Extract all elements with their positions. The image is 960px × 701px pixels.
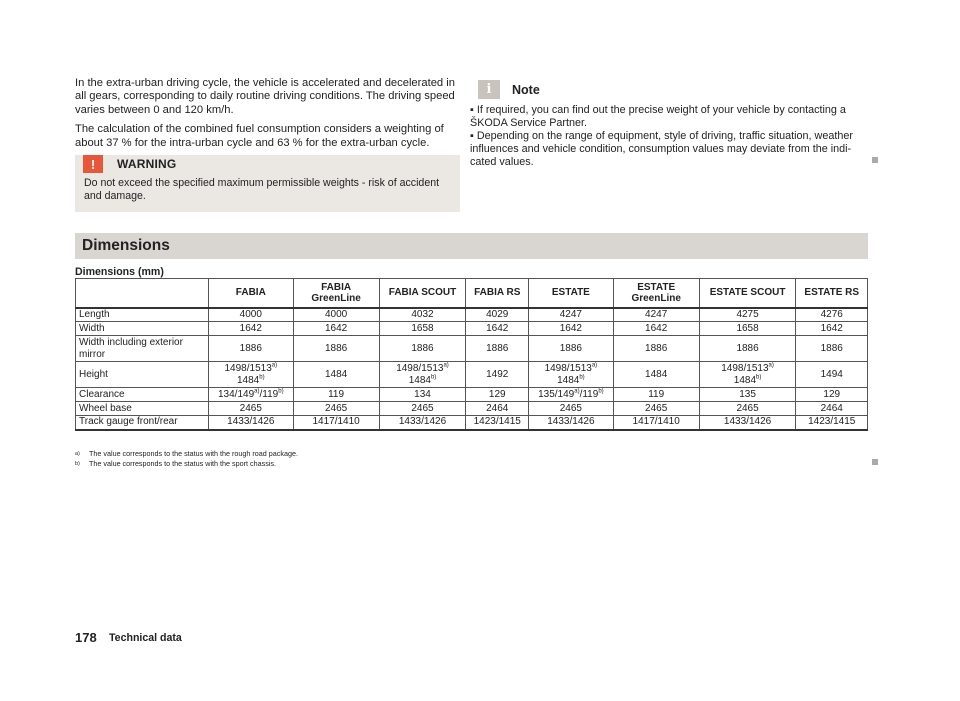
table-cell: 1484: [613, 362, 699, 388]
row-label: Height: [76, 362, 209, 388]
table-cell: 4276: [796, 308, 868, 322]
paragraph-combined: The calculation of the combined fuel consumption considers a weighting of about 37 % for the intra-urban cycle and 63 % for the extra-urban cycle.: [75, 123, 444, 149]
table-header-cell: ESTATE SCOUT: [699, 279, 796, 308]
height-value: 1484: [557, 374, 580, 386]
row-label: Wheel base: [76, 402, 209, 416]
table-cell: [699, 362, 796, 388]
note-header: [470, 80, 540, 99]
table-row: [76, 322, 868, 336]
table-cell: 4247: [529, 308, 614, 322]
section-end-mark: [872, 459, 878, 465]
table-cell: 1886: [466, 336, 529, 362]
note-title: Note: [512, 82, 540, 97]
clearance-value: /119: [579, 388, 599, 400]
footnote-ref: b): [430, 374, 437, 381]
header-fabia-greenline: FABIA GreenLine: [311, 281, 361, 304]
table-cell: 2464: [466, 402, 529, 416]
table-cell: 1658: [699, 322, 796, 336]
footnote-mark: a): [75, 451, 80, 457]
table-header-cell: FABIA RS: [466, 279, 529, 308]
height-value: 1498/1513: [721, 362, 769, 374]
table-cell: 1886: [699, 336, 796, 362]
table-cell: 1658: [379, 322, 466, 336]
table-header-cell: ESTATE RS: [796, 279, 868, 308]
height-value: 1498/1513: [396, 362, 444, 374]
footnote-text: The value corresponds to the status with the sport chassis.: [89, 459, 276, 468]
table-cell: 4247: [613, 308, 699, 322]
table-cell: 1642: [466, 322, 529, 336]
table-row: [76, 402, 868, 416]
table-cell: 4000: [293, 308, 379, 322]
table-row: [76, 388, 868, 402]
table-cell: [379, 362, 466, 388]
table-cell: 134: [379, 388, 466, 402]
footnote-mark: b): [75, 461, 80, 467]
table-cell: [209, 362, 294, 388]
header-estate-greenline: ESTATE GreenLine: [631, 281, 681, 304]
table-cell: 2465: [699, 402, 796, 416]
table-cell: [529, 388, 614, 402]
warning-header: [75, 155, 460, 173]
row-label: Length: [76, 308, 209, 322]
footnote-ref: a): [443, 362, 449, 369]
section-end-mark: [872, 157, 878, 163]
table-header-row: [76, 279, 868, 308]
table-cell: 1886: [209, 336, 294, 362]
table-cell: 1886: [379, 336, 466, 362]
dimensions-table: [75, 278, 868, 431]
table-cell: 2465: [293, 402, 379, 416]
table-cell: 1492: [466, 362, 529, 388]
table-cell: 1433/1426: [379, 416, 466, 430]
row-label: Width: [76, 322, 209, 336]
note-item: ▪ Depending on the range of equipment, style of driving, traffic situation, weather influences and vehicle condition, consumption values may deviate from the indicated values.: [470, 130, 853, 168]
height-value: 1484: [733, 374, 757, 386]
footnote-ref: b): [278, 388, 284, 395]
info-icon: i: [478, 80, 500, 99]
table-header-cell: [293, 279, 379, 308]
table-cell: 4029: [466, 308, 529, 322]
table-cell: 1484: [293, 362, 379, 388]
footnote-ref: b): [259, 374, 265, 381]
table-cell: 1886: [796, 336, 868, 362]
table-header-cell: [613, 279, 699, 308]
footnote-ref: a): [271, 362, 278, 369]
table-cell: 4032: [379, 308, 466, 322]
table-cell: 2465: [209, 402, 294, 416]
height-value: 1484: [408, 374, 431, 386]
row-label: Clearance: [76, 388, 209, 402]
table-row: [76, 362, 868, 388]
table-cell: 1642: [529, 322, 614, 336]
footnote-ref: a): [254, 388, 260, 395]
table-cell: [529, 362, 614, 388]
table-cell: 1433/1426: [699, 416, 796, 430]
table-cell: 1642: [293, 322, 379, 336]
note-item: ▪ If required, you can find out the precise weight of your vehicle by contacting a ŠKODA Service Partner.: [470, 104, 846, 129]
table-row: [76, 416, 868, 430]
table-cell: 2465: [613, 402, 699, 416]
table-cell: 1433/1426: [529, 416, 614, 430]
clearance-value: 134/149: [218, 388, 255, 400]
table-row: [76, 308, 868, 322]
table-row: [76, 336, 868, 362]
clearance-value: /119: [259, 388, 279, 400]
table-cell: 1642: [796, 322, 868, 336]
table-cell: 1642: [613, 322, 699, 336]
table-header-cell: [76, 279, 209, 308]
footnote-ref: b): [579, 374, 585, 381]
table-cell: 1423/1415: [466, 416, 529, 430]
footnote-ref: a): [591, 362, 598, 369]
warning-title: WARNING: [117, 157, 177, 171]
table-cell: 2465: [379, 402, 466, 416]
row-label-text: Width including exterior mirror: [79, 336, 183, 360]
warning-icon: !: [83, 155, 103, 173]
table-cell: 1886: [613, 336, 699, 362]
table-header-cell: FABIA: [209, 279, 294, 308]
table-cell: 1642: [209, 322, 294, 336]
table-header-cell: FABIA SCOUT: [379, 279, 466, 308]
height-value: 1484: [237, 374, 260, 386]
table-cell: 135: [699, 388, 796, 402]
table-cell: 1886: [293, 336, 379, 362]
warning-text: Do not exceed the specified maximum permissible weights - risk of accident and damage.: [84, 177, 440, 202]
table-cell: 1423/1415: [796, 416, 868, 430]
footnote: [75, 459, 298, 469]
footnote-ref: a): [768, 362, 774, 369]
section-title: Dimensions: [82, 237, 170, 254]
footnote-text: The value corresponds to the status with the rough road package.: [89, 449, 298, 458]
row-label: Track gauge front/rear: [76, 416, 209, 430]
table-cell: 129: [796, 388, 868, 402]
table-cell: 1886: [529, 336, 614, 362]
table-cell: 2464: [796, 402, 868, 416]
note-body: [470, 104, 870, 169]
warning-box: [75, 155, 460, 212]
footnote-ref: b): [756, 374, 762, 381]
height-value: 1498/1513: [544, 362, 592, 374]
table-cell: 1417/1410: [613, 416, 699, 430]
clearance-value: 135/149: [538, 388, 575, 400]
table-cell: 1417/1410: [293, 416, 379, 430]
section-header: [75, 233, 868, 259]
table-cell: 4275: [699, 308, 796, 322]
table-cell: 2465: [529, 402, 614, 416]
row-label: [76, 336, 209, 362]
table-cell: 129: [466, 388, 529, 402]
footnotes: [75, 449, 298, 469]
table-cell: 119: [613, 388, 699, 402]
page-section-name: Technical data: [109, 632, 182, 644]
height-value: 1498/1513: [224, 362, 272, 374]
table-header-cell: ESTATE: [529, 279, 614, 308]
paragraph-extra-urban: In the extra-urban driving cycle, the vehicle is accelerated and decelerated in all gears, corresponding to daily routine driving conditions. The driving speed varies between 0 and 120 km/h.: [75, 77, 455, 116]
footnote-ref: b): [598, 388, 604, 395]
table-cell: 119: [293, 388, 379, 402]
table-cell: [209, 388, 294, 402]
table-cell: 1494: [796, 362, 868, 388]
note-header-bar: [500, 80, 900, 99]
footnote-ref: a): [574, 388, 580, 395]
page-number: 178: [75, 630, 97, 645]
table-caption: Dimensions (mm): [75, 266, 164, 278]
footnote: [75, 449, 298, 459]
table-cell: 1433/1426: [209, 416, 294, 430]
table-cell: 4000: [209, 308, 294, 322]
intro-text: [75, 77, 460, 156]
